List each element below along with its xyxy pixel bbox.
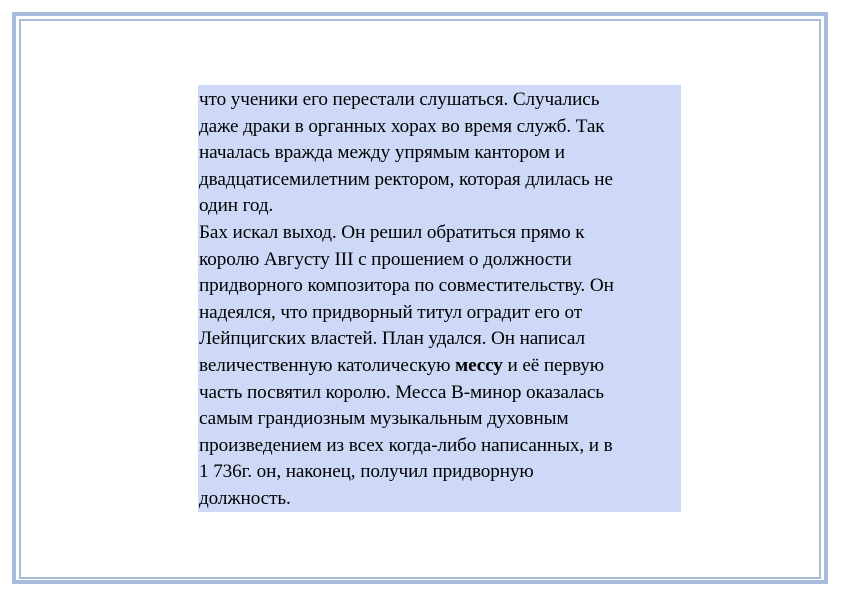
paragraph-2-text-end: и её первую часть посвятил королю. Месса B-минор оказалась самым грандиозным музыкальным духовным произведением из всех когда-либо написанных, и в 1 736г. он, наконец, получил придворную должность. bbox=[199, 354, 613, 509]
paragraph-1: что ученики его перестали слушаться. Случались даже драки в органных хорах во время служб. Так началась вражда между упрямым кантором и двадцатисемилетним ректором, которая длилась не один год. bbox=[199, 89, 613, 217]
paragraph-2 bbox=[199, 220, 681, 513]
paragraph-2-text-start: Бах искал выход. Он решил обратиться прямо к королю Августу III с прошением о должности придворного композитора по совместительству. Он надеялся, что придворный титул оградит его от Лейпцигских властей. План удался. Он написал величественную католическую bbox=[199, 221, 614, 376]
text-box bbox=[198, 85, 681, 512]
bold-word-messa: мессу bbox=[455, 354, 503, 376]
